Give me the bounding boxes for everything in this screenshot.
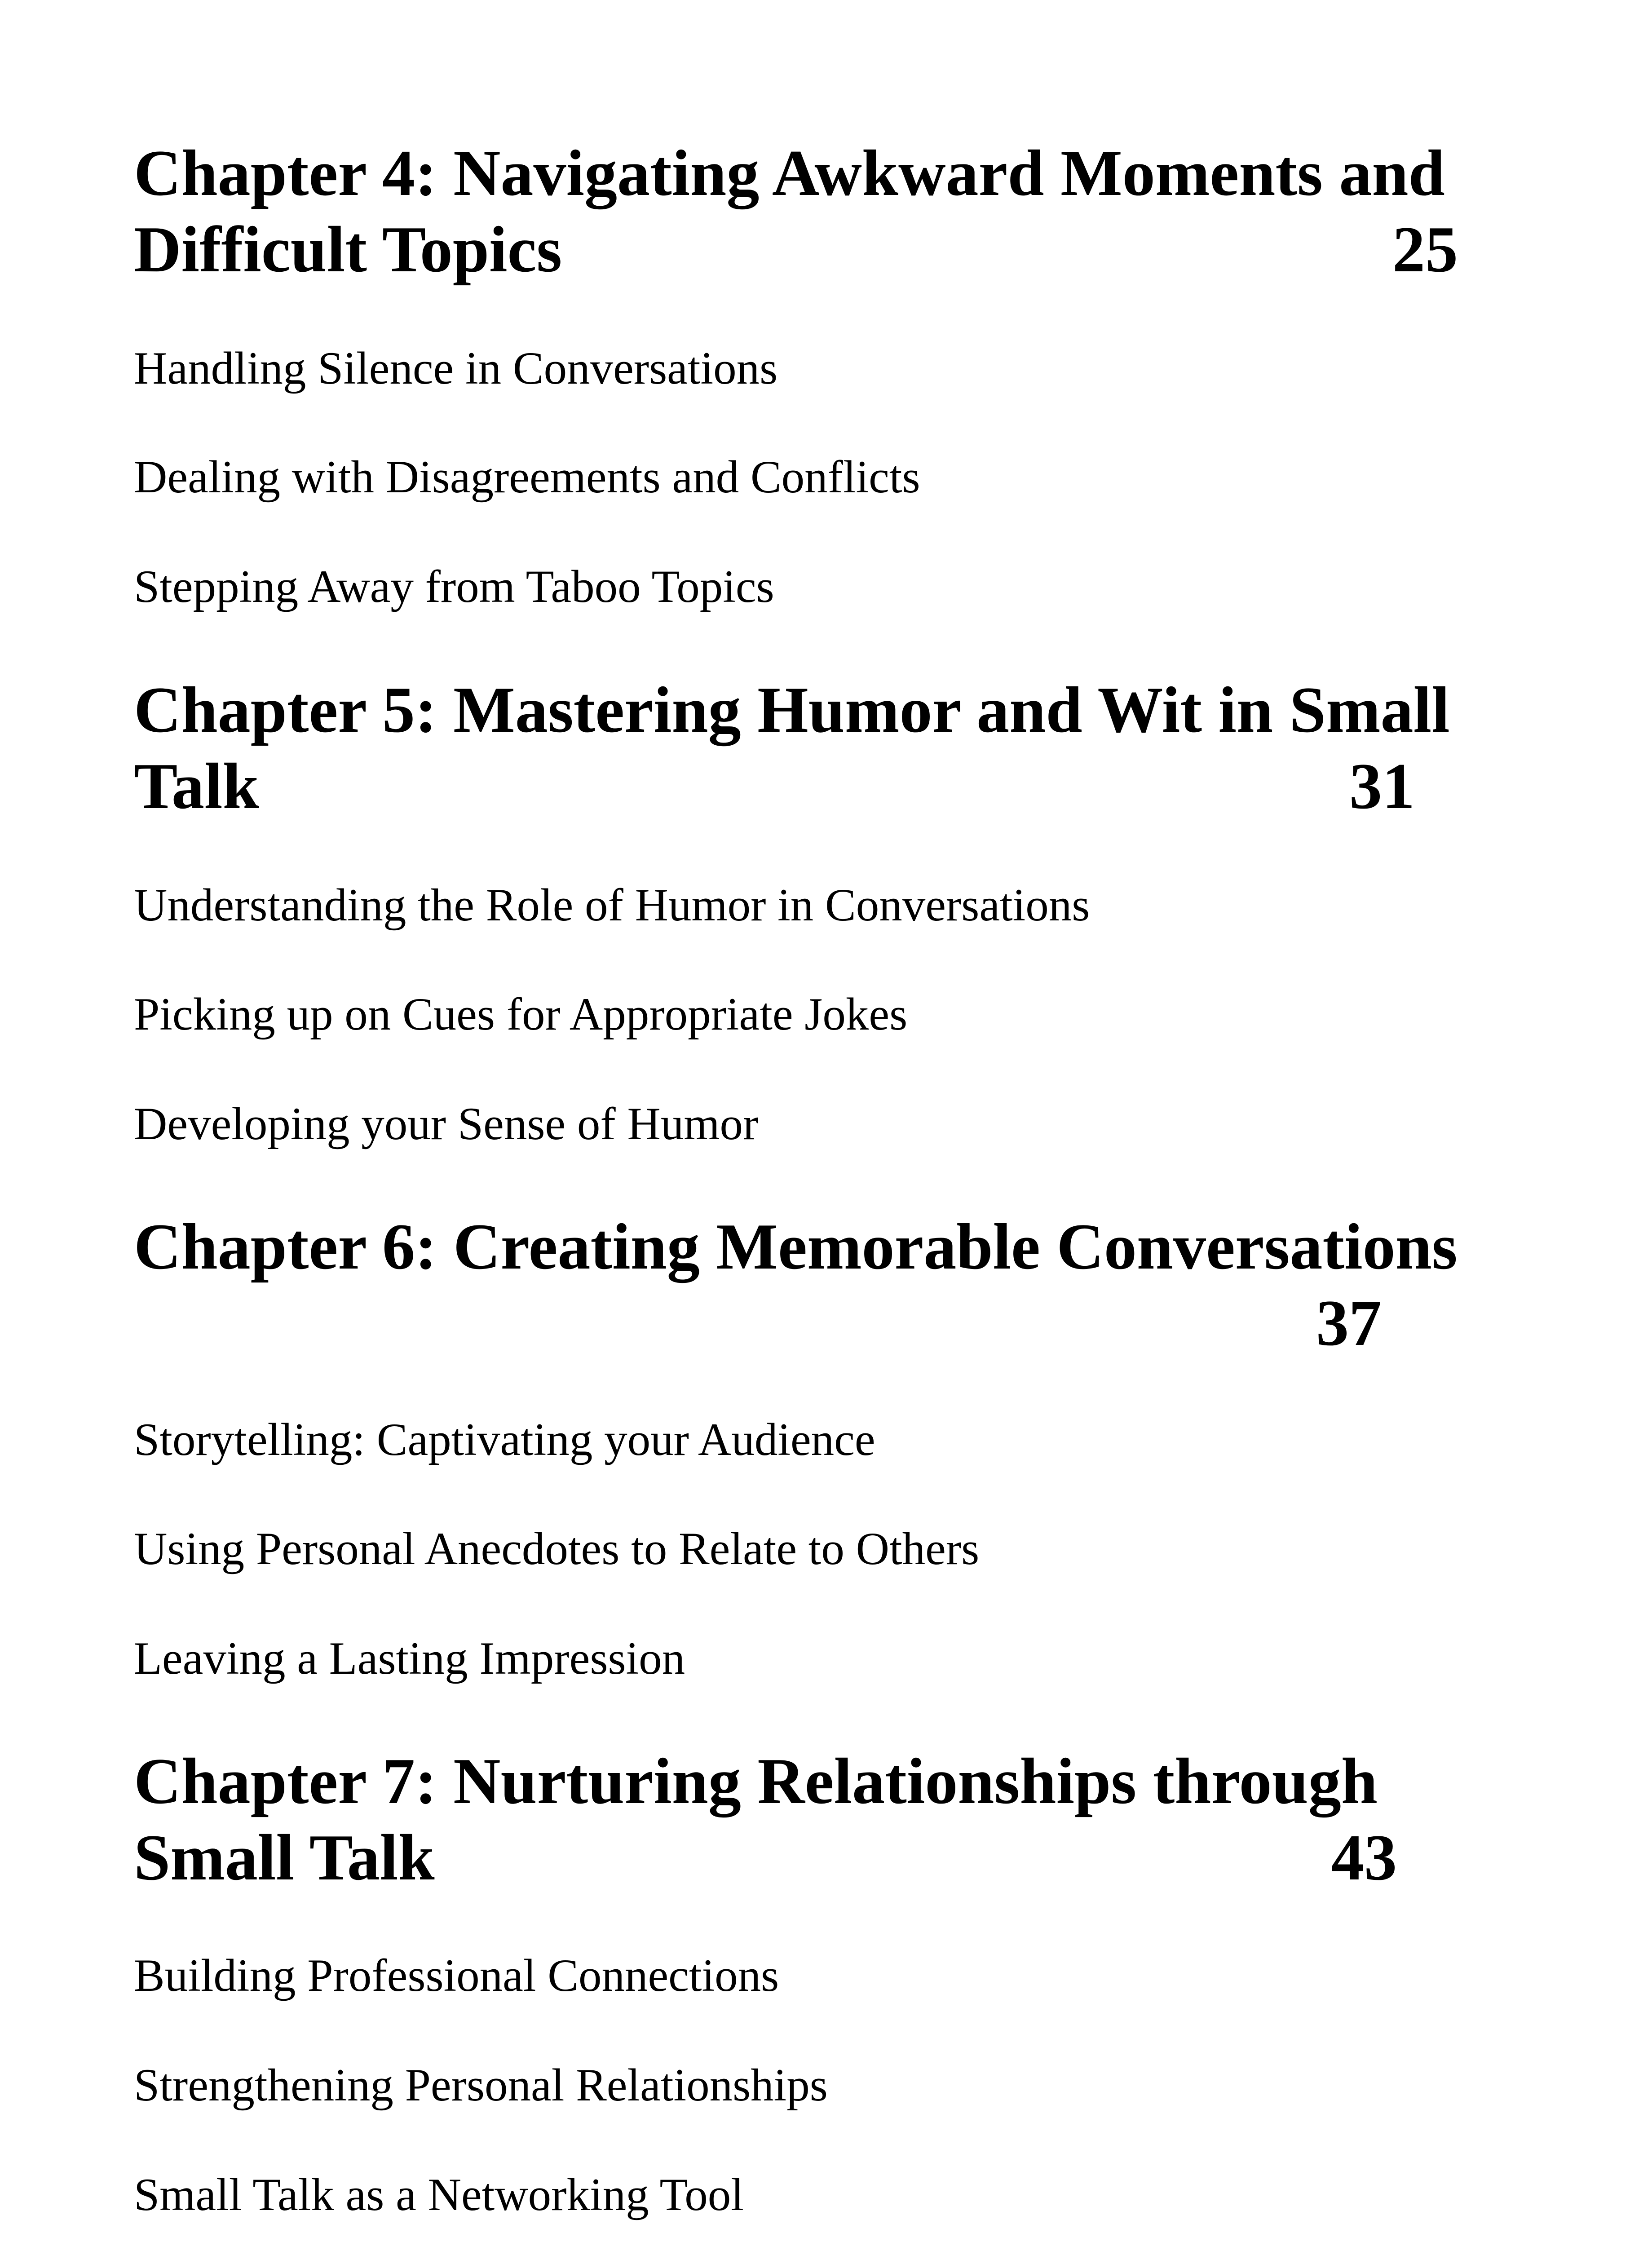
section-item: Developing your Sense of Humor: [134, 1098, 759, 1150]
chapter-title-line-1: Chapter 6: Creating Memorable Conversations: [134, 1210, 1458, 1283]
section-item: Storytelling: Captivating your Audience: [134, 1414, 875, 1465]
chapter-title-line-1: Chapter 4: Navigating Awkward Moments and: [134, 137, 1445, 209]
section-item: Handling Silence in Conversations: [134, 343, 778, 394]
chapter-title-line-1: Chapter 5: Mastering Humor and Wit in Small: [134, 673, 1450, 746]
section-item: Leaving a Lasting Impression: [134, 1633, 685, 1684]
section-item: Strengthening Personal Relationships: [134, 2060, 828, 2111]
chapter-title-line-2: Small Talk: [134, 1821, 435, 1894]
chapter-page-number: 25: [1392, 213, 1458, 286]
section-item: Using Personal Anecdotes to Relate to Others: [134, 1523, 980, 1574]
section-item: Understanding the Role of Humor in Conversations: [134, 880, 1090, 931]
section-item: Dealing with Disagreements and Conflicts: [134, 451, 920, 503]
chapter-title-line-2: Talk: [134, 750, 259, 822]
section-item: Stepping Away from Taboo Topics: [134, 561, 774, 612]
section-item: Building Professional Connections: [134, 1950, 779, 2001]
section-item: Small Talk as a Networking Tool: [134, 2169, 744, 2220]
chapter-page-number: 37: [1316, 1287, 1382, 1359]
chapter-page-number: 31: [1349, 750, 1415, 822]
chapter-title-line-1: Chapter 7: Nurturing Relationships through: [134, 1745, 1378, 1817]
chapter-page-number: 43: [1331, 1821, 1397, 1894]
chapter-title-line-2: Difficult Topics: [134, 213, 562, 286]
section-item: Picking up on Cues for Appropriate Jokes: [134, 989, 908, 1040]
